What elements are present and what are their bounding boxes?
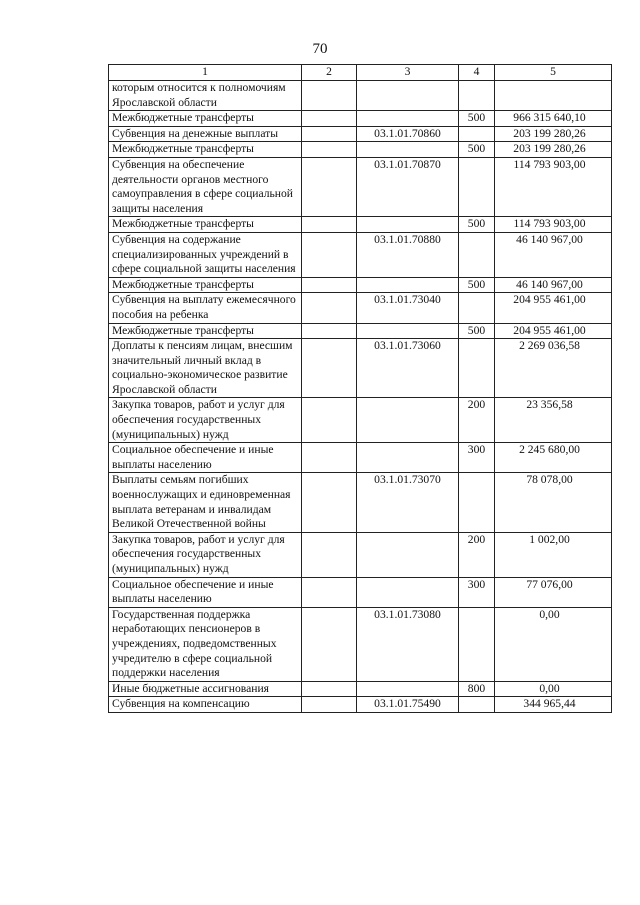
column-header: 3 — [357, 65, 459, 81]
row-col2-cell — [302, 277, 357, 293]
row-amount-cell: 77 076,00 — [495, 577, 612, 607]
row-kind-cell — [459, 697, 495, 713]
row-name-cell: Доплаты к пенсиям лицам, внесшим значительный личный вклад в социально-экономическое развитие Ярославской области — [109, 339, 302, 398]
row-amount-cell: 114 793 903,00 — [495, 157, 612, 216]
row-col2-cell — [302, 473, 357, 532]
row-kind-cell — [459, 339, 495, 398]
row-kind-cell — [459, 293, 495, 323]
table-row — [109, 157, 612, 216]
table-row — [109, 697, 612, 713]
row-code-cell — [357, 111, 459, 127]
row-col2-cell — [302, 232, 357, 277]
table-row — [109, 577, 612, 607]
budget-table — [108, 64, 612, 713]
row-kind-cell: 300 — [459, 577, 495, 607]
row-name-cell: Субвенция на выплату ежемесячного пособия на ребенка — [109, 293, 302, 323]
row-kind-cell — [459, 473, 495, 532]
table-row — [109, 398, 612, 443]
row-col2-cell — [302, 111, 357, 127]
row-amount-cell: 966 315 640,10 — [495, 111, 612, 127]
row-amount-cell: 344 965,44 — [495, 697, 612, 713]
row-kind-cell: 500 — [459, 277, 495, 293]
table-row — [109, 232, 612, 277]
row-col2-cell — [302, 126, 357, 142]
table-row — [109, 126, 612, 142]
row-amount-cell — [495, 81, 612, 111]
row-name-cell: Субвенция на содержание специализированных учреждений в сфере социальной защиты населения — [109, 232, 302, 277]
row-code-cell: 03.1.01.70860 — [357, 126, 459, 142]
row-code-cell: 03.1.01.70880 — [357, 232, 459, 277]
table-row — [109, 607, 612, 681]
row-col2-cell — [302, 339, 357, 398]
row-kind-cell: 500 — [459, 111, 495, 127]
row-amount-cell: 1 002,00 — [495, 532, 612, 577]
row-code-cell — [357, 443, 459, 473]
row-kind-cell — [459, 126, 495, 142]
row-code-cell: 03.1.01.73040 — [357, 293, 459, 323]
row-col2-cell — [302, 142, 357, 158]
row-name-cell: Межбюджетные трансферты — [109, 277, 302, 293]
row-amount-cell: 2 269 036,58 — [495, 339, 612, 398]
row-name-cell: которым относится к полномочиям Ярославской области — [109, 81, 302, 111]
header-row — [109, 65, 612, 81]
row-code-cell — [357, 323, 459, 339]
row-col2-cell — [302, 217, 357, 233]
row-code-cell: 03.1.01.73060 — [357, 339, 459, 398]
row-col2-cell — [302, 81, 357, 111]
table-row — [109, 339, 612, 398]
table-row — [109, 111, 612, 127]
row-col2-cell — [302, 532, 357, 577]
table-row — [109, 473, 612, 532]
table-row — [109, 293, 612, 323]
table-row — [109, 443, 612, 473]
row-amount-cell: 23 356,58 — [495, 398, 612, 443]
row-amount-cell: 0,00 — [495, 681, 612, 697]
table-row — [109, 681, 612, 697]
row-kind-cell — [459, 81, 495, 111]
column-header: 4 — [459, 65, 495, 81]
row-code-cell — [357, 81, 459, 111]
row-code-cell — [357, 277, 459, 293]
row-col2-cell — [302, 323, 357, 339]
row-name-cell: Межбюджетные трансферты — [109, 142, 302, 158]
row-name-cell: Межбюджетные трансферты — [109, 217, 302, 233]
table-row — [109, 81, 612, 111]
table-body — [109, 81, 612, 713]
row-col2-cell — [302, 443, 357, 473]
row-kind-cell: 500 — [459, 217, 495, 233]
row-name-cell: Иные бюджетные ассигнования — [109, 681, 302, 697]
row-code-cell: 03.1.01.75490 — [357, 697, 459, 713]
row-amount-cell: 114 793 903,00 — [495, 217, 612, 233]
row-code-cell: 03.1.01.70870 — [357, 157, 459, 216]
row-name-cell: Субвенция на обеспечение деятельности органов местного самоуправления в сфере социальной защиты населения — [109, 157, 302, 216]
row-name-cell: Закупка товаров, работ и услуг для обеспечения государственных (муниципальных) нужд — [109, 532, 302, 577]
row-code-cell — [357, 532, 459, 577]
row-code-cell — [357, 398, 459, 443]
row-name-cell: Субвенция на денежные выплаты — [109, 126, 302, 142]
row-name-cell: Государственная поддержка неработающих пенсионеров в учреждениях, подведомственных учредителю в сфере социальной поддержки населения — [109, 607, 302, 681]
row-amount-cell: 2 245 680,00 — [495, 443, 612, 473]
row-col2-cell — [302, 293, 357, 323]
row-name-cell: Субвенция на компенсацию — [109, 697, 302, 713]
row-amount-cell: 204 955 461,00 — [495, 323, 612, 339]
row-name-cell: Социальное обеспечение и иные выплаты населению — [109, 443, 302, 473]
page-number: 70 — [312, 41, 328, 57]
row-amount-cell: 0,00 — [495, 607, 612, 681]
row-kind-cell: 200 — [459, 398, 495, 443]
row-name-cell: Закупка товаров, работ и услуг для обеспечения государственных (муниципальных) нужд — [109, 398, 302, 443]
row-amount-cell: 203 199 280,26 — [495, 142, 612, 158]
table-row — [109, 323, 612, 339]
row-kind-cell: 500 — [459, 142, 495, 158]
row-code-cell — [357, 217, 459, 233]
row-kind-cell — [459, 157, 495, 216]
row-kind-cell — [459, 232, 495, 277]
row-code-cell — [357, 681, 459, 697]
row-name-cell: Межбюджетные трансферты — [109, 323, 302, 339]
row-kind-cell: 200 — [459, 532, 495, 577]
row-amount-cell: 203 199 280,26 — [495, 126, 612, 142]
row-col2-cell — [302, 607, 357, 681]
row-col2-cell — [302, 157, 357, 216]
row-amount-cell: 204 955 461,00 — [495, 293, 612, 323]
column-header: 5 — [495, 65, 612, 81]
table-row — [109, 532, 612, 577]
row-col2-cell — [302, 398, 357, 443]
row-col2-cell — [302, 577, 357, 607]
row-kind-cell: 500 — [459, 323, 495, 339]
row-code-cell: 03.1.01.73080 — [357, 607, 459, 681]
row-kind-cell: 800 — [459, 681, 495, 697]
row-name-cell: Социальное обеспечение и иные выплаты населению — [109, 577, 302, 607]
row-amount-cell: 46 140 967,00 — [495, 277, 612, 293]
row-code-cell — [357, 142, 459, 158]
table-row — [109, 277, 612, 293]
table-row — [109, 142, 612, 158]
row-name-cell: Межбюджетные трансферты — [109, 111, 302, 127]
row-code-cell — [357, 577, 459, 607]
table-row — [109, 217, 612, 233]
row-code-cell: 03.1.01.73070 — [357, 473, 459, 532]
column-header: 1 — [109, 65, 302, 81]
row-amount-cell: 78 078,00 — [495, 473, 612, 532]
row-kind-cell: 300 — [459, 443, 495, 473]
row-amount-cell: 46 140 967,00 — [495, 232, 612, 277]
row-col2-cell — [302, 681, 357, 697]
row-name-cell: Выплаты семьям погибших военнослужащих и единовременная выплата ветеранам и инвалидам Великой Отечественной войны — [109, 473, 302, 532]
row-kind-cell — [459, 607, 495, 681]
column-header: 2 — [302, 65, 357, 81]
row-col2-cell — [302, 697, 357, 713]
